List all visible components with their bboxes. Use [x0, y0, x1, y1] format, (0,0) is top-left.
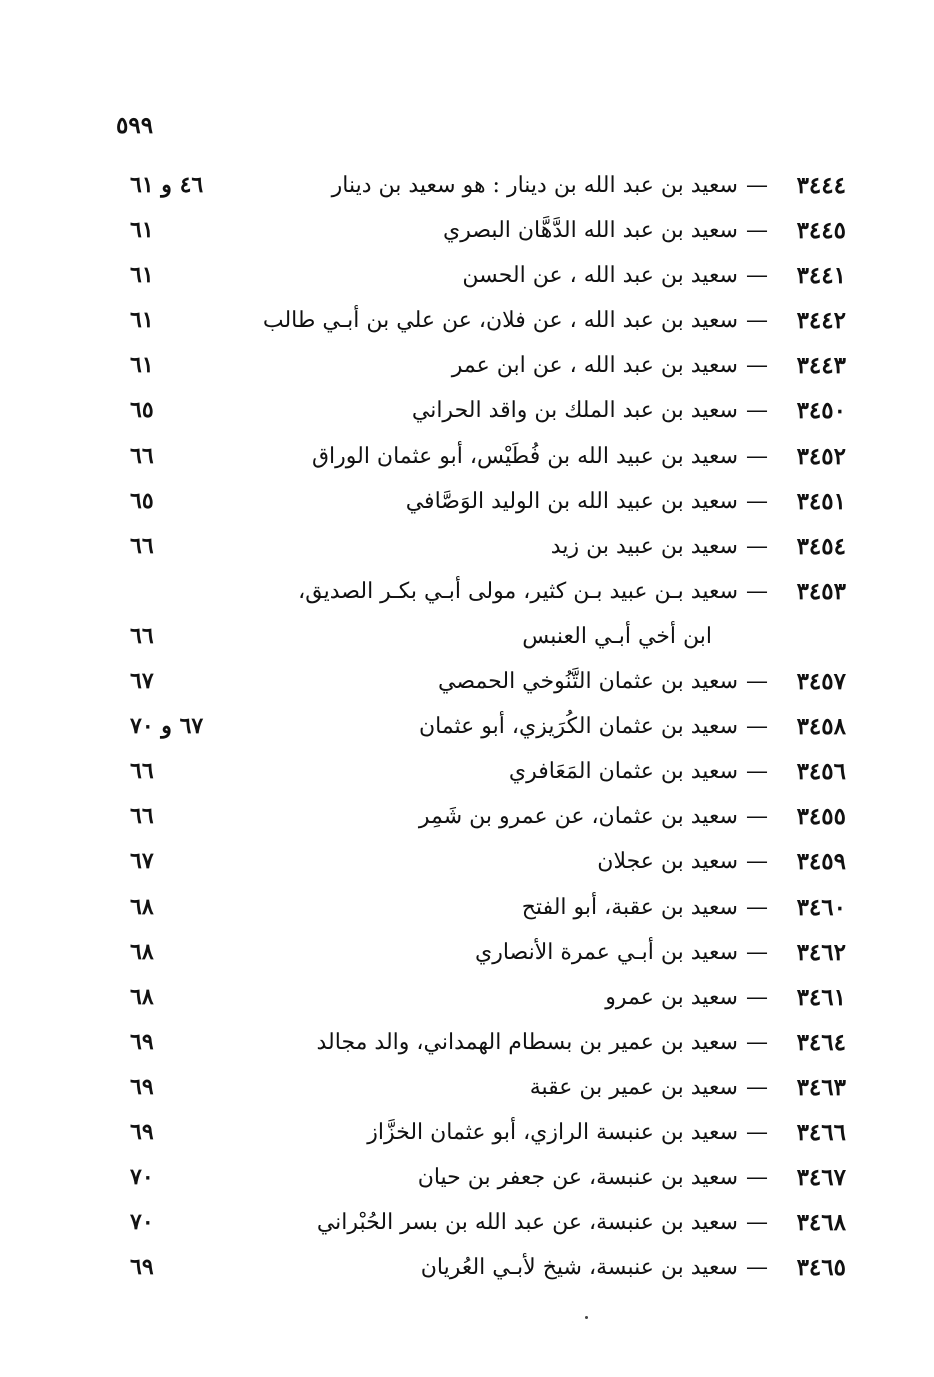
entry-dash: —: [746, 849, 768, 875]
entry-number: ٣٤٥٥: [796, 803, 846, 831]
entry-name: سعيد بن عثمان التَّنُوخي الحمصي: [438, 669, 738, 695]
entry-name: سعيد بـن عبيد بـن كثير، مولى أبـي بكـر الصديق،: [298, 578, 738, 604]
footer-mark: [585, 1316, 588, 1319]
entry-name: سعيد بن عنبسة، شيخ لأبـي العُريان: [420, 1255, 738, 1281]
index-entry: [0, 524, 934, 569]
entry-pages: ٦١: [130, 217, 154, 244]
entry-pages: ٦٥: [130, 397, 154, 424]
entry-dash: —: [746, 488, 768, 514]
entry-name: سعيد بن عثمان، عن عمرو بن شَمِر: [418, 804, 738, 830]
entry-name: سعيد بن عبد الله بن دينار : هو سعيد بن دينار: [331, 173, 738, 198]
entry-name: سعيد بن عبد الملك بن واقد الحراني: [411, 398, 738, 424]
index-entry: [0, 794, 934, 839]
entry-pages: ٦٦: [130, 758, 154, 785]
entry-pages: ٦١: [130, 262, 154, 289]
entry-dash: —: [746, 1119, 768, 1145]
index-entry: [0, 1200, 934, 1245]
index-entry-continuation: [0, 614, 934, 659]
index-entry: [0, 1155, 934, 1200]
entry-number: ٣٤٤٢: [796, 307, 846, 335]
entry-pages: ٦٨: [130, 983, 154, 1010]
entry-dash: —: [746, 578, 768, 604]
entry-pages: ٤٦ و ٦١: [130, 172, 204, 198]
entry-name: سعيد بن عنبسة، عن عبد الله بن بسر الحُبْراني: [316, 1210, 738, 1236]
index-entry: [0, 1245, 934, 1290]
entry-number: ٣٤٥٣: [796, 577, 846, 605]
entry-pages: ٦٩: [130, 1028, 154, 1055]
entry-dash: —: [746, 263, 768, 289]
entry-dash: —: [746, 1165, 768, 1191]
entry-name: سعيد بن عثمان المَعَافري: [508, 759, 738, 785]
entry-dash: —: [746, 533, 768, 559]
entry-dash: —: [746, 1029, 768, 1055]
index-entry: [0, 343, 934, 388]
entry-name: ابن أخي أبـي العنبس: [522, 623, 712, 649]
entry-pages: ٦٧: [130, 848, 154, 875]
entry-pages: ٦٧ و ٧٠: [130, 713, 204, 740]
entry-pages: ٦٩: [130, 1118, 154, 1145]
entry-number: ٣٤٦٨: [796, 1209, 846, 1237]
entry-name: سعيد بن عجلان: [597, 849, 738, 875]
index-entry: [0, 749, 934, 794]
entry-name: سعيد بن عمرو: [605, 984, 738, 1010]
entry-dash: —: [746, 173, 768, 198]
entry-pages: ٦٦: [130, 622, 154, 649]
entry-number: ٣٤٦٧: [796, 1164, 846, 1192]
entry-dash: —: [746, 1210, 768, 1236]
entry-number: ٣٤٥٤: [796, 532, 846, 560]
entry-number: ٣٤٤٤: [796, 172, 846, 199]
entry-number: ٣٤٥٦: [796, 758, 846, 786]
index-entry: [0, 434, 934, 479]
entry-number: ٣٤٦٢: [796, 938, 846, 966]
index-entry: [0, 253, 934, 298]
entry-dash: —: [746, 984, 768, 1010]
entry-name: سعيد بن عثمان الكُرَيزي، أبو عثمان: [418, 714, 738, 740]
index-entry: [0, 1110, 934, 1155]
entry-name: سعيد بن عنبسة، عن جعفر بن حيان: [417, 1165, 738, 1191]
entry-dash: —: [746, 939, 768, 965]
index-list: [0, 163, 934, 1290]
index-entry: [0, 704, 934, 749]
entry-pages: ٧٠: [130, 1164, 154, 1191]
entry-number: ٣٤٥١: [796, 487, 846, 515]
entry-name: سعيد بن عمير بن عقبة: [529, 1074, 738, 1100]
entry-name: سعيد بن عبد الله الدَّهَّان البصري: [443, 218, 738, 244]
index-entry: [0, 163, 934, 208]
index-entry: [0, 839, 934, 884]
entry-name: سعيد بن عبيد الله بن الوليد الوَصَّافي: [405, 488, 738, 514]
entry-pages: ٦٦: [130, 532, 154, 559]
entry-pages: ٦٦: [130, 803, 154, 830]
entry-number: ٣٤٦١: [796, 983, 846, 1011]
entry-name: سعيد بن عبد الله ، عن فلان، عن علي بن أبـي طالب: [262, 308, 738, 334]
entry-pages: ٧٠: [130, 1209, 154, 1236]
entry-name: سعيد بن عبيد الله بن فُطَيْس، أبو عثمان الوراق: [311, 443, 738, 469]
entry-number: ٣٤٦٦: [796, 1118, 846, 1146]
entry-number: ٣٤٤٣: [796, 352, 846, 380]
entry-number: ٣٤٥٩: [796, 848, 846, 876]
index-entry: [0, 975, 934, 1020]
entry-name: سعيد بن عبيد بن زيد: [550, 533, 738, 559]
entry-name: سعيد بن أبـي عمرة الأنصاري: [474, 939, 738, 965]
index-entry: [0, 1020, 934, 1065]
entry-pages: ٦١: [130, 352, 154, 379]
entry-number: ٣٤٦٠: [796, 893, 846, 921]
entry-pages: ٦٧: [130, 668, 154, 695]
entry-name: سعيد بن عقبة، أبو الفتح: [521, 894, 738, 920]
entry-pages: ٦٨: [130, 938, 154, 965]
entry-dash: —: [746, 353, 768, 379]
index-entry: [0, 659, 934, 704]
entry-dash: —: [746, 669, 768, 695]
entry-dash: —: [746, 218, 768, 244]
entry-dash: —: [746, 894, 768, 920]
entry-pages: ٦١: [130, 307, 154, 334]
entry-number: ٣٤٦٤: [796, 1028, 846, 1056]
entry-number: ٣٤٥٧: [796, 668, 846, 696]
index-entry: [0, 479, 934, 524]
entry-number: ٣٤٥٢: [796, 442, 846, 470]
entry-dash: —: [746, 759, 768, 785]
entry-dash: —: [746, 443, 768, 469]
entry-dash: —: [746, 308, 768, 334]
entry-name: سعيد بن عمير بن بسطام الهمداني، والد مجالد: [316, 1029, 738, 1055]
page-number: ٥٩٩: [116, 112, 154, 139]
index-entry: [0, 930, 934, 975]
entry-dash: —: [746, 804, 768, 830]
entry-number: ٣٤٦٥: [796, 1254, 846, 1282]
entry-name: سعيد بن عبد الله ، عن ابن عمر: [451, 353, 738, 379]
entry-name: سعيد بن عبد الله ، عن الحسن: [462, 263, 738, 289]
entry-dash: —: [746, 1074, 768, 1100]
index-entry: [0, 298, 934, 343]
entry-pages: ٦٩: [130, 1073, 154, 1100]
entry-pages: ٦٩: [130, 1254, 154, 1281]
index-entry: [0, 569, 934, 614]
entry-dash: —: [746, 714, 768, 740]
entry-pages: ٦٦: [130, 442, 154, 469]
entry-number: ٣٤٥٨: [796, 713, 846, 741]
entry-pages: ٦٥: [130, 487, 154, 514]
entry-dash: —: [746, 398, 768, 424]
entry-dash: —: [746, 1255, 768, 1281]
entry-number: ٣٤٥٠: [796, 397, 846, 425]
entry-pages: ٦٨: [130, 893, 154, 920]
index-entry: [0, 885, 934, 930]
index-entry: [0, 208, 934, 253]
index-entry: [0, 1065, 934, 1110]
entry-number: ٣٤٤١: [796, 262, 846, 290]
entry-number: ٣٤٤٥: [796, 217, 846, 245]
entry-number: ٣٤٦٣: [796, 1073, 846, 1101]
index-entry: [0, 388, 934, 433]
entry-name: سعيد بن عنبسة الرازي، أبو عثمان الخزَّاز: [367, 1119, 738, 1145]
